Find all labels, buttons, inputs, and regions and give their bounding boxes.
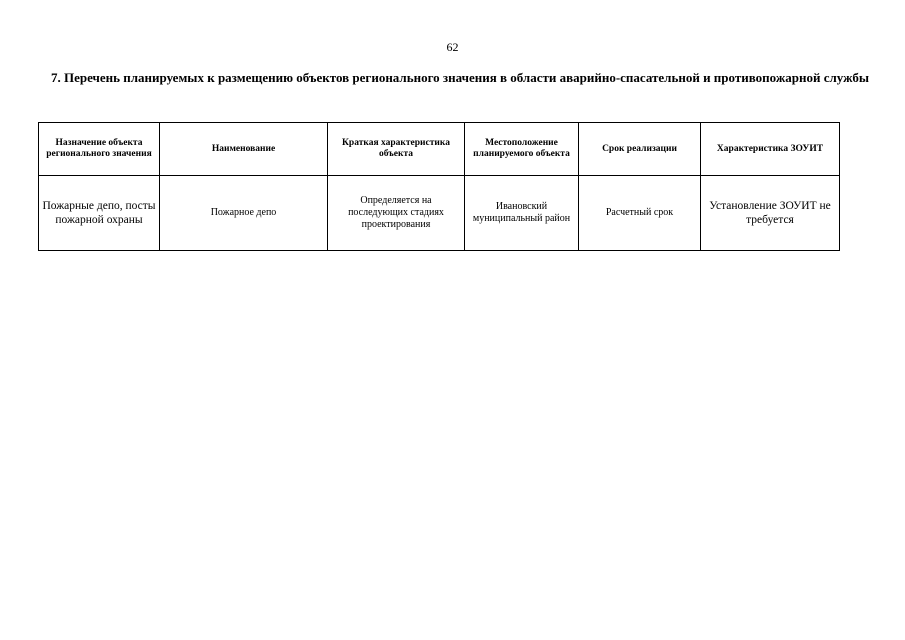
table-row xyxy=(39,176,840,251)
cell-short-description: Определяется на последующих стадиях проектирования xyxy=(328,176,465,251)
header-implementation-term: Срок реализации xyxy=(579,123,701,176)
cell-implementation-term: Расчетный срок xyxy=(579,176,701,251)
header-name: Наименование xyxy=(160,123,328,176)
page-number: 62 xyxy=(446,40,459,54)
header-zouit-characteristic: Характеристика ЗОУИТ xyxy=(701,123,840,176)
cell-name: Пожарное депо xyxy=(160,176,328,251)
cell-zouit-characteristic: Установление ЗОУИТ не требуется xyxy=(701,176,840,251)
objects-table xyxy=(38,122,840,251)
table-header-row xyxy=(39,123,840,176)
header-short-description: Краткая характеристика объекта xyxy=(328,123,465,176)
section-title: 7. Перечень планируемых к размещению объектов регионального значения в области аварийно-спасательной и противопожарной службы xyxy=(50,70,870,85)
header-location: Местоположение планируемого объекта xyxy=(465,123,579,176)
cell-purpose: Пожарные депо, посты пожарной охраны xyxy=(39,176,160,251)
cell-location: Ивановский муниципальный район xyxy=(465,176,579,251)
header-purpose: Назначение объекта регионального значения xyxy=(39,123,160,176)
